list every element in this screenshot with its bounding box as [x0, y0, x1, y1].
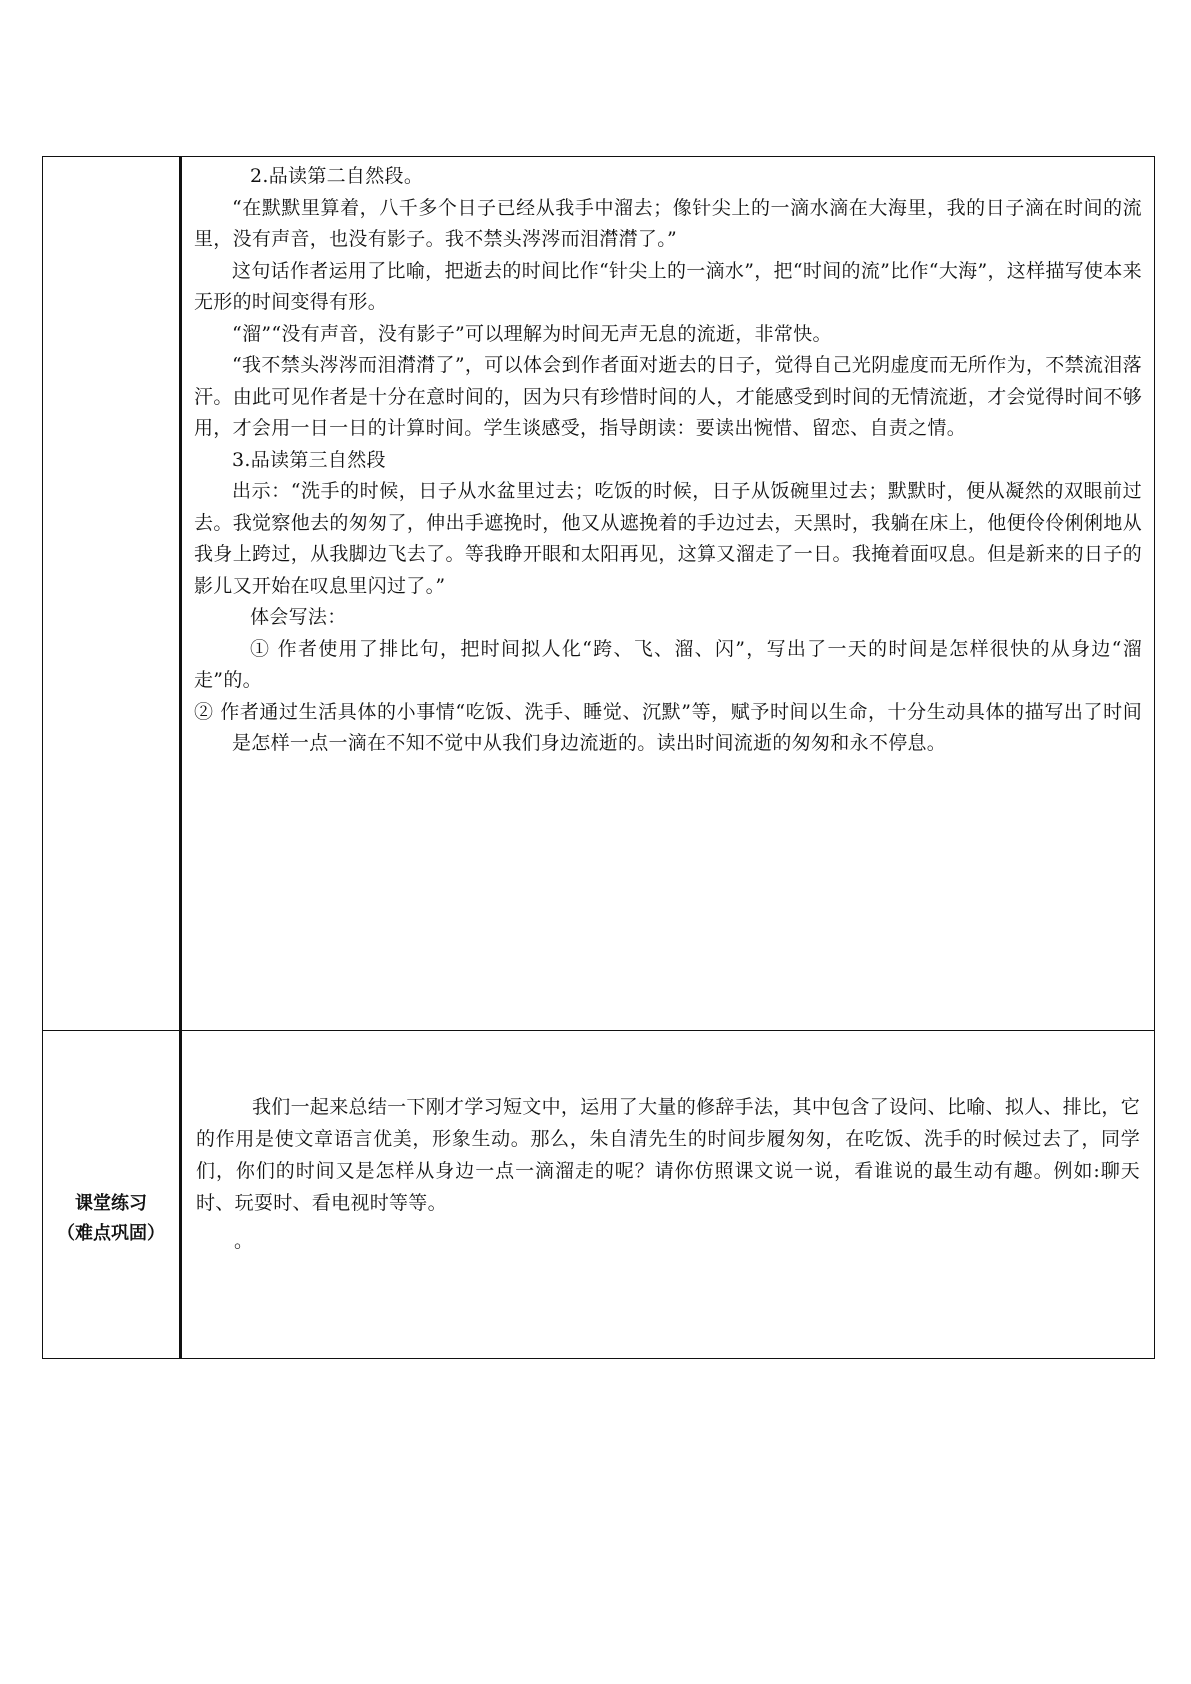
paragraph-analysis-metaphor: 这句话作者运用了比喻，把逝去的时间比作“针尖上的一滴水”，把“时间的流”比作“大海”，这样描写使本来无形的时间变得有形。 [194, 259, 1142, 313]
content-cell [181, 157, 1155, 1031]
table-row [43, 157, 1155, 1031]
paragraph-analysis-tears: “我不禁头涔涔而泪潸潸了”，可以体会到作者面对逝去的日子，觉得自己光阴虚度而无所作为，不禁流泪落汗。由此可见作者是十分在意时间的，因为只有珍惜时间的人，才能感受到时间的无情流逝，才会觉得时间不够用，才会用一日一日的计算时间。学生谈感受，指导朗读：要读出惋惜、留恋、自责之情。 [194, 354, 1142, 439]
paragraph-method-2: ② 作者通过生活具体的小事情“吃饭、洗手、睡觉、沉默”等，赋予时间以生命，十分生动具体的描写出了时间是怎样一点一滴在不知不觉中从我们身边流逝的。读出时间流逝的匆匆和永不停息。 [194, 700, 1142, 754]
paragraph-heading-2: 2.品读第二自然段。 [250, 165, 424, 187]
paragraph-heading-3: 3.品读第三自然段 [232, 448, 386, 471]
paragraph-quote-3: 出示：“洗手的时候，日子从水盆里过去；吃饭的时候，日子从饭碗里过去；默默时，便从凝然的双眼前过去。我觉察他去的匆匆了，伸出手遮挽时，他又从遮挽着的手边过去，天黑时，我躺在床上，他便伶伶俐俐地从我身上跨过，从我脚边飞去了。等我睁开眼和太阳再见，这算又溜走了一日。我掩着面叹息。但是新来的日子的影儿又开始在叹息里闪过了。” [194, 480, 1142, 597]
section-label-sub: （难点巩固） [57, 1222, 165, 1244]
practice-cell [181, 1031, 1155, 1359]
lesson-plan-table [42, 156, 1155, 1359]
empty-label-cell [43, 157, 181, 1031]
section-label-cell [43, 1031, 181, 1359]
table-row [43, 1031, 1155, 1359]
teaching-content [182, 157, 1154, 760]
practice-content [182, 1031, 1154, 1257]
paragraph-analysis-slip: “溜”“没有声音，没有影子”可以理解为时间无声无息的流逝，非常快。 [232, 322, 832, 345]
paragraph-quote-2: “在默默里算着，八千多个日子已经从我手中溜去；像针尖上的一滴水滴在大海里，我的日子滴在时间的流里，没有声音，也没有影子。我不禁头涔涔而泪潸潸了。” [194, 196, 1142, 250]
practice-paragraph: 我们一起来总结一下刚才学习短文中，运用了大量的修辞手法，其中包含了设问、比喻、拟人、排比，它的作用是使文章语言优美，形象生动。那么，朱自清先生的时间步履匆匆，在吃饭、洗手的时候过去了，同学们，你们的时间又是怎样从身边一点一滴溜走的呢？请你仿照课文说一说，看谁说的最生动有趣。例如:聊天时、玩耍时、看电视时等等。 [196, 1096, 1140, 1214]
section-label-main: 课堂练习 [75, 1192, 147, 1214]
section-label [43, 1031, 179, 1382]
paragraph-method-label: 体会写法： [250, 606, 347, 628]
practice-period: 。 [234, 1230, 254, 1252]
paragraph-method-1: ① 作者使用了排比句，把时间拟人化“跨、飞、溜、闪”，写出了一天的时间是怎样很快的从身边“溜走”的。 [194, 637, 1142, 691]
